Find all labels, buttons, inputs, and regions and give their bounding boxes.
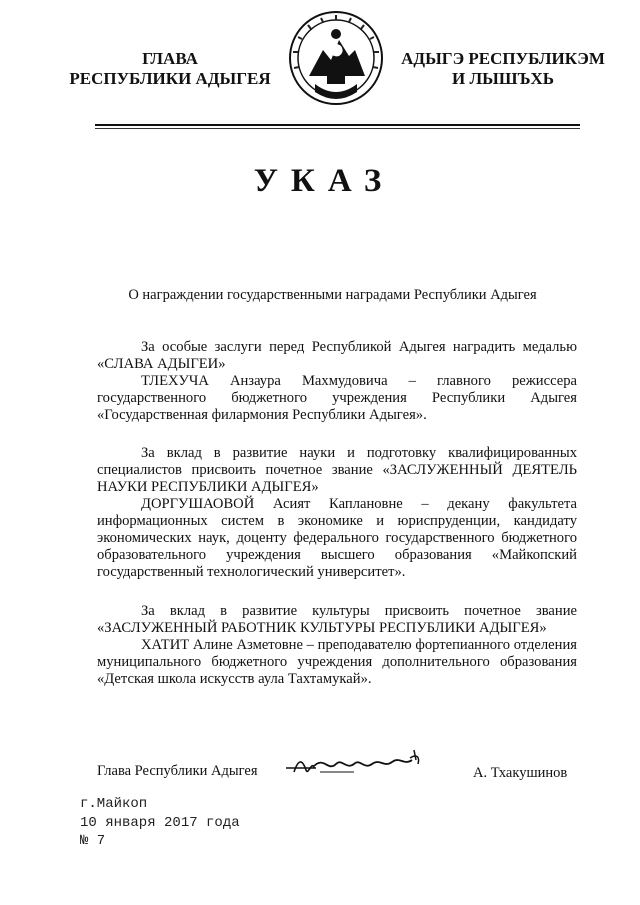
paragraph-block-2 xyxy=(97,445,577,581)
header-left-line2: РЕСПУБЛИКИ АДЫГЕЯ xyxy=(69,69,271,88)
stamp-number: № 7 xyxy=(80,833,106,849)
header-rule-thick xyxy=(95,124,580,126)
recipient-paragraph-1: ТЛЕХУЧА Анзаура Махмудовича – главного режиссера государственного бюджетного учреждения Республики Адыгея «Государственная филармония Республики Адыгея». xyxy=(97,373,577,423)
stamp-city: г.Майкоп xyxy=(80,796,148,812)
coat-of-arms-emblem xyxy=(287,10,385,110)
stamp-date: 10 января 2017 года xyxy=(80,815,240,831)
header-right-line1: АДЫГЭ РЕСПУБЛИКЭМ xyxy=(401,49,605,68)
document-title: УКАЗ xyxy=(253,163,395,199)
header-rule-thin xyxy=(95,128,580,129)
signatory-position: Глава Республики Адыгея xyxy=(97,763,258,779)
handwritten-signature xyxy=(284,746,434,782)
header-left-line1: ГЛАВА xyxy=(142,49,198,68)
recipient-paragraph-2: ДОРГУШАОВОЙ Асият Каплановне – декану факультета информационных систем в экономике и юриспруденции, кандидату экономических наук, доценту федерального государственного бюджетного образовательного учреждения высшего образования «Майкопский государственный технологический университет». xyxy=(97,496,577,580)
header-right-line2: И ЛЫШЪХЬ xyxy=(451,69,555,88)
paragraph-block-1 xyxy=(97,339,577,424)
award-paragraph-1: За особые заслуги перед Республикой Адыгея наградить медалью «СЛАВА АДЫГЕИ» xyxy=(97,339,577,372)
header-right xyxy=(398,49,608,89)
award-paragraph-3: За вклад в развитие культуры присвоить почетное звание «ЗАСЛУЖЕННЫЙ РАБОТНИК КУЛЬТУРЫ РЕСПУБЛИКИ АДЫГЕЯ» xyxy=(97,603,577,636)
recipient-paragraph-3: ХАТИТ Алине Азметовне – преподавателю фортепианного отделения муниципального бюджетного учреждения дополнительного образования «Детская школа искусств аула Тахтамукай». xyxy=(97,637,577,687)
paragraph-block-3 xyxy=(97,603,577,688)
award-paragraph-2: За вклад в развитие науки и подготовку квалифицированных специалистов присвоить почетное звание «ЗАСЛУЖЕННЫЙ ДЕЯТЕЛЬ НАУКИ РЕСПУБЛИКИ АДЫГЕЯ» xyxy=(97,445,577,495)
header-left xyxy=(60,49,280,89)
decree-subject: О награждении государственными наградами Республики Адыгея xyxy=(128,287,537,303)
signatory-name: А. Тхакушинов xyxy=(473,765,568,781)
